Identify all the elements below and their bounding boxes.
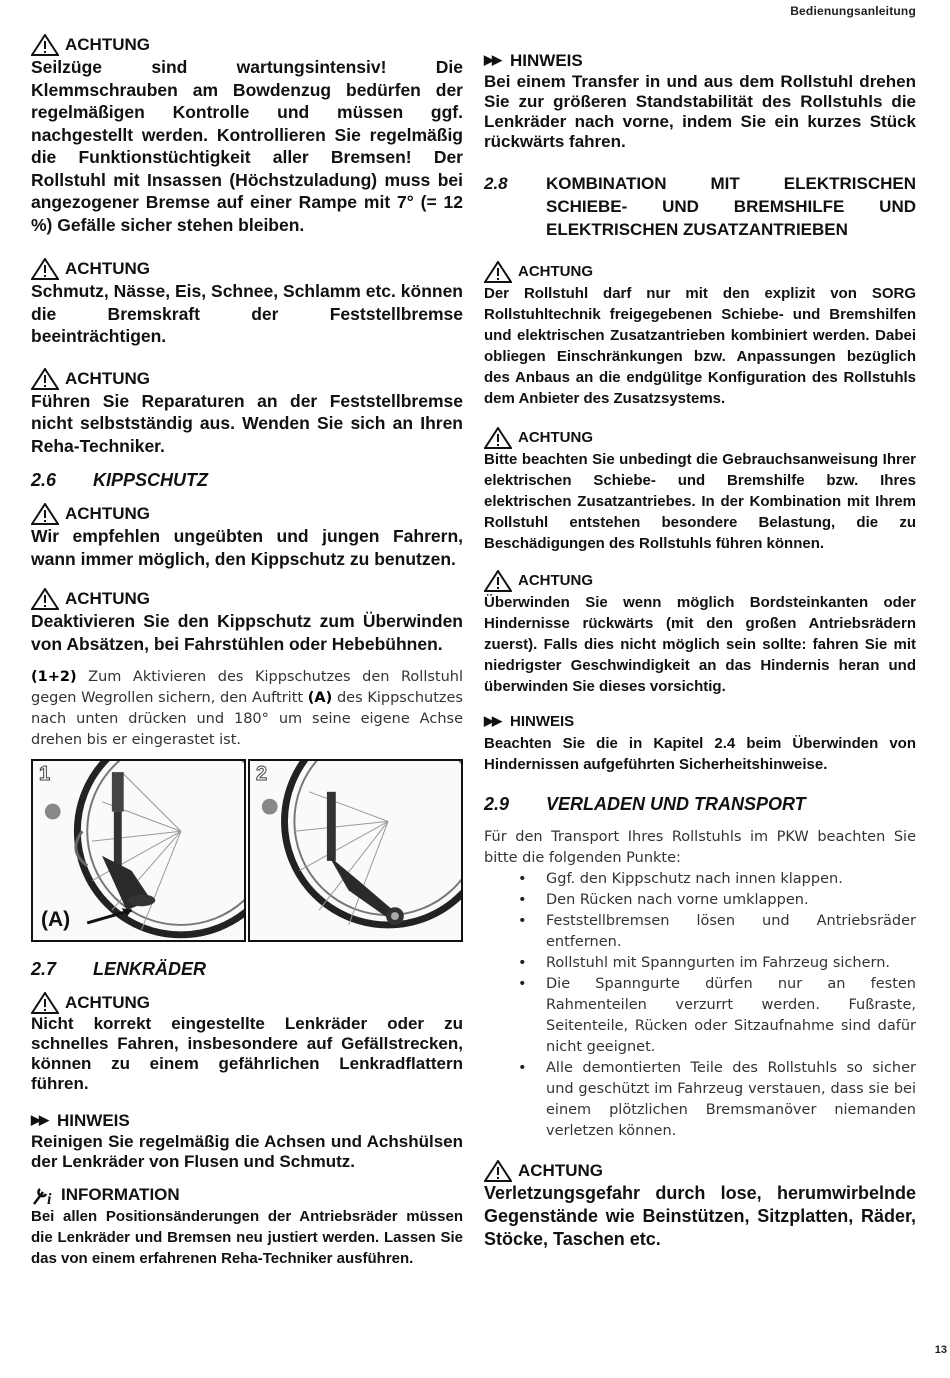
section-heading: [484, 172, 916, 241]
figure-panel-2: [248, 759, 463, 942]
section-title: LENKRÄDER: [93, 959, 207, 979]
running-header: Bedienungsanleitung: [790, 4, 916, 18]
list-item: • Den Rücken nach vorne umklappen.: [518, 890, 916, 911]
warning-text: Deaktivieren Sie den Kippschutz zum Überwinden von Absätzen, bei Fahrstühlen oder Hebebühnen.: [31, 611, 463, 654]
info-block: [31, 1184, 463, 1269]
warning-block: [31, 503, 463, 570]
hint-label: HINWEIS: [57, 1111, 130, 1130]
warning-triangle-icon: [484, 261, 512, 283]
warning-label: ACHTUNG: [65, 368, 150, 388]
instruction-paragraph: (1+2) Zum Aktivieren des Kippschutzes den Rollstuhl gegen Wegrollen sichern, den Auftritt (A) des Kippschutzes nach unten drücken und 180° um seine eigene Achse drehen bis er eingerastet ist.: [31, 669, 463, 748]
list-item: • Alle demontierten Teile des Rollstuhls so sicher und geschützt im Fahrzeug verstauen, dass sie bei einem plötzlichen Bremsmanöver niemanden verletzen können.: [518, 1058, 916, 1142]
wrench-info-icon: [31, 1184, 55, 1206]
warning-label: ACHTUNG: [65, 589, 150, 608]
warning-triangle-icon: [31, 588, 59, 610]
warning-block: [31, 368, 463, 458]
warning-text: Seilzüge sind wartungsintensiv! Die Klemmschrauben am Bowdenzug bedürfen der regelmäßigen Kontrolle und müssen ggf. nachgestellt werden. Kontrollieren Sie regelmäßig die Funktionstüchtigkeit aller Bremsen! Der Rollstuhl mit Insassen (Höchstzuladung) muss bei angezogener Bremse auf einer Rampe mit 7° (= 12 %) Gefälle sicher stehen bleiben.: [31, 57, 463, 235]
warning-triangle-icon: [484, 427, 512, 449]
warning-block: [484, 261, 916, 409]
section-title: KIPPSCHUTZ: [93, 470, 209, 490]
part-ref: (A): [307, 690, 333, 706]
double-arrow-icon: ▶▶: [31, 1112, 47, 1127]
panel-number: 1: [39, 763, 51, 785]
section-number: 2.9: [484, 794, 510, 814]
warning-block: [484, 570, 916, 697]
warning-triangle-icon: [31, 503, 59, 525]
warning-triangle-icon: [484, 570, 512, 592]
warning-block: [31, 992, 463, 1094]
warning-triangle-icon: [31, 258, 59, 280]
section-title: VERLADEN UND TRANSPORT: [546, 794, 806, 814]
hint-block: [484, 50, 916, 152]
info-text: Bei allen Positionsänderungen der Antriebsräder müssen die Lenkräder und Bremsen neu justiert werden. Lassen Sie das von einem erfahrenen Reha-Techniker ausführen.: [31, 1208, 463, 1267]
warning-label: ACHTUNG: [65, 259, 150, 278]
warning-block: [31, 588, 463, 655]
double-arrow-icon: ▶▶: [484, 713, 500, 728]
svg-text:i: i: [47, 1191, 52, 1206]
figure-panel-1: [31, 759, 246, 942]
list-item: • Feststellbremsen lösen und Antriebsräder entfernen.: [518, 911, 916, 953]
list-item: • Rollstuhl mit Spanngurten im Fahrzeug sichern.: [518, 953, 916, 974]
warning-label: ACHTUNG: [65, 993, 150, 1012]
warning-text: Schmutz, Nässe, Eis, Schnee, Schlamm etc. können die Bremskraft der Feststellbremse beeinträchtigen.: [31, 281, 463, 346]
page-number: 13: [934, 1344, 947, 1356]
wheelchair-illustration: [250, 761, 461, 940]
warning-text: Wir empfehlen ungeübten und jungen Fahrern, wann immer möglich, den Kippschutz zu benutzen.: [31, 526, 463, 569]
warning-block: [31, 258, 463, 348]
warning-text: Verletzungsgefahr durch lose, herumwirbelnde Gegenstände wie Beinstützen, Sitzplatten, Räder, Stöcke, Taschen etc.: [484, 1183, 916, 1249]
warning-block: [484, 1160, 916, 1251]
warning-text: Der Rollstuhl darf nur mit den explizit von SORG Rollstuhltechnik freigegebenen Schiebe- und Bremshilfen und elektrischen Zusatzantrieben kombiniert werden. Dabei obliegen Einschränkungen bzw. Anpassungen bezüglich des Anbaus an die endgülitge Konfiguration des Rollstuhls dem Anbieter des Zusatzsystems.: [484, 285, 916, 407]
warning-label: ACHTUNG: [518, 263, 593, 280]
hint-text: Bei einem Transfer in und aus dem Rollstuhl drehen Sie zur größeren Standstabilität des Rollstuhls die Lenkräder nach vorne, indem Sie ein kurzes Stück rückwärts fahren.: [484, 72, 916, 151]
warning-label: ACHTUNG: [65, 504, 150, 523]
transport-intro: Für den Transport Ihres Rollstuhls im PKW beachten Sie bitte die folgenden Punkte:: [484, 829, 916, 866]
section-heading: [31, 958, 463, 980]
warning-text: Bitte beachten Sie unbedingt die Gebrauchsanweisung Ihrer elektrischen Schiebe- und Bremshilfe bzw. Ihres elektrischen Zusatzantriebes. In der Kombination mit Ihrem Rollstuhl entstehen besondere Belastung, die zu Beschädigungen des Rollstuhls führen können.: [484, 451, 916, 552]
warning-triangle-icon: [484, 1160, 512, 1182]
section-number: 2.8: [484, 174, 508, 193]
hint-block: [31, 1110, 463, 1172]
section-heading: [484, 793, 916, 815]
list-item: • Ggf. den Kippschutz nach innen klappen.: [518, 869, 916, 890]
kippschutz-figure: [31, 759, 463, 942]
section-title: KOMBINATION MIT ELEKTRISCHEN SCHIEBE- UND BREMSHILFE UND ELEKTRISCHEN ZUSATZANTRIEBEN: [546, 174, 916, 239]
part-label: (A): [41, 908, 71, 931]
warning-label: ACHTUNG: [518, 572, 593, 589]
hint-text: Reinigen Sie regelmäßig die Achsen und Achshülsen der Lenkräder von Flusen und Schmutz.: [31, 1132, 463, 1171]
warning-block: [31, 34, 463, 236]
left-column: [31, 34, 463, 1281]
warning-triangle-icon: [31, 992, 59, 1014]
warning-text: Führen Sie Reparaturen an der Feststellbremse nicht selbstständig aus. Wenden Sie sich an Ihren Reha-Techniker.: [31, 390, 463, 456]
list-item: • Die Spanngurte dürfen nur an festen Rahmenteilen verzurrt werden. Fußraste, Seitenteile, Rücken oder Sitzaufnahme sind dafür nicht geeignet.: [518, 974, 916, 1058]
warning-triangle-icon: [31, 368, 59, 390]
hint-label: HINWEIS: [510, 713, 575, 730]
panel-number: 2: [256, 763, 268, 785]
warning-label: ACHTUNG: [518, 429, 593, 446]
info-label: INFORMATION: [61, 1185, 180, 1204]
hint-label: HINWEIS: [510, 51, 583, 70]
hint-text: Beachten Sie die in Kapitel 2.4 beim Überwinden von Hindernissen aufgeführten Sicherheitshinweise.: [484, 735, 916, 773]
section-heading: [31, 469, 463, 491]
warning-text: Nicht korrekt eingestellte Lenkräder oder zu schnelles Fahren, insbesondere auf Gefällstrecken, können zu einem gefährlichen Lenkradflattern führen.: [31, 1014, 463, 1093]
warning-label: ACHTUNG: [518, 1161, 603, 1180]
section-number: 2.6: [31, 470, 57, 490]
right-column: [484, 50, 916, 1263]
figure-ref: (1+2): [31, 669, 77, 685]
warning-label: ACHTUNG: [65, 35, 150, 54]
section-number: 2.7: [31, 959, 57, 979]
warning-text: Überwinden Sie wenn möglich Bordsteinkanten oder Hindernisse rückwärts (mit den großen Antriebsrädern zuerst). Falls dies nicht möglich sein sollte: fahren Sie mit niedrigster Geschwindigkeit an das Hindernis heran und überwinden Sie dieses vorsichtig.: [484, 594, 916, 695]
hint-block: [484, 711, 916, 775]
double-arrow-icon: ▶▶: [484, 52, 500, 67]
warning-block: [484, 427, 916, 554]
warning-triangle-icon: [31, 34, 59, 56]
transport-list: [518, 869, 916, 1142]
